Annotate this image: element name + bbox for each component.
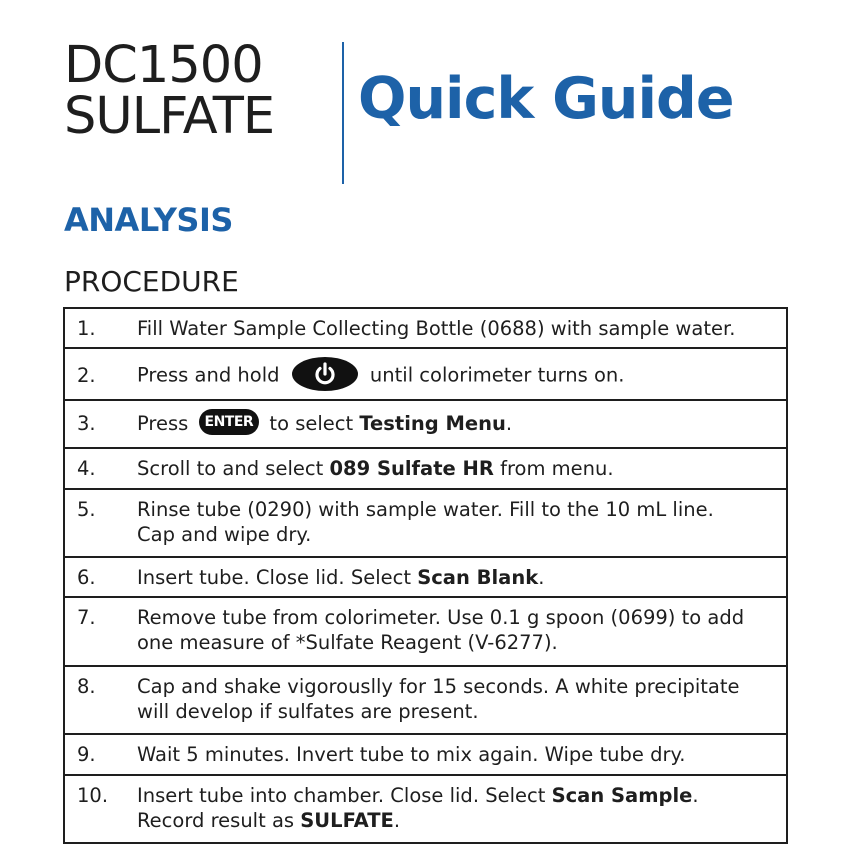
step-text-bold: SULFATE xyxy=(300,809,394,832)
step-row xyxy=(64,734,787,775)
step-text: . xyxy=(538,566,545,589)
step-text: Insert tube into chamber. Close lid. Select xyxy=(137,784,546,807)
step-number: 6. xyxy=(77,566,96,589)
step-text: Insert tube. Close lid. Select xyxy=(137,566,411,589)
step-row xyxy=(64,597,787,666)
step-text-bold: Scan Sample xyxy=(551,784,693,807)
step-text: to select xyxy=(269,412,354,435)
step-row xyxy=(64,557,787,597)
step-text: Remove tube from colorimeter. Use 0.1 g spoon (0699) to add xyxy=(137,606,745,629)
step-text: Wait 5 minutes. Invert tube to mix again. Wipe tube dry. xyxy=(137,743,686,766)
step-number: 8. xyxy=(77,675,96,698)
model-line-1: DC1500 xyxy=(64,36,263,95)
header-divider xyxy=(342,42,344,184)
step-text: Press xyxy=(137,412,189,435)
subsection-title: PROCEDURE xyxy=(64,265,239,298)
step-text: Press and hold xyxy=(137,363,280,387)
step-row xyxy=(64,666,787,734)
step-number: 7. xyxy=(77,606,96,629)
procedure-table xyxy=(63,307,788,844)
enter-key-icon: ENTER xyxy=(199,409,260,435)
step-text: will develop if sulfates are present. xyxy=(137,700,479,723)
step-text: Record result as xyxy=(137,809,295,832)
step-text: . xyxy=(393,809,401,832)
section-title: ANALYSIS xyxy=(64,201,233,239)
model-line-2: SULFATE xyxy=(64,87,275,146)
step-text-bold: Scan Blank xyxy=(417,566,539,589)
power-button-icon xyxy=(292,357,358,391)
step-row xyxy=(64,448,787,489)
guide-title: Quick Guide xyxy=(358,66,734,132)
step-row xyxy=(64,775,787,843)
step-text: . xyxy=(692,784,699,807)
step-text: Cap and wipe dry. xyxy=(137,523,312,546)
step-text: Scroll to and select xyxy=(137,457,324,480)
step-text: one measure of *Sulfate Reagent (V-6277). xyxy=(137,631,558,654)
model-name xyxy=(64,36,275,146)
step-number: 2. xyxy=(77,364,96,387)
step-number: 9. xyxy=(77,743,96,766)
step-text: Fill Water Sample Collecting Bottle (0688) with sample water. xyxy=(137,317,736,340)
step-text: Rinse tube (0290) with sample water. Fill to the 10 mL line. xyxy=(137,498,714,521)
step-text-bold: 089 Sulfate HR xyxy=(329,457,494,480)
step-number: 10. xyxy=(77,784,109,807)
step-text: from menu. xyxy=(500,457,614,480)
step-number: 4. xyxy=(77,457,96,480)
step-text: Cap and shake vigorouslly for 15 seconds. A white precipitate xyxy=(137,675,740,698)
step-text: until colorimeter turns on. xyxy=(369,363,625,387)
step-number: 1. xyxy=(77,317,96,340)
step-number: 5. xyxy=(77,498,96,521)
step-text-bold: Testing Menu xyxy=(359,412,506,435)
step-row xyxy=(64,348,787,400)
step-row xyxy=(64,308,787,348)
step-text: . xyxy=(505,412,513,435)
step-number: 3. xyxy=(77,412,96,435)
step-row xyxy=(64,400,787,448)
step-row xyxy=(64,489,787,557)
